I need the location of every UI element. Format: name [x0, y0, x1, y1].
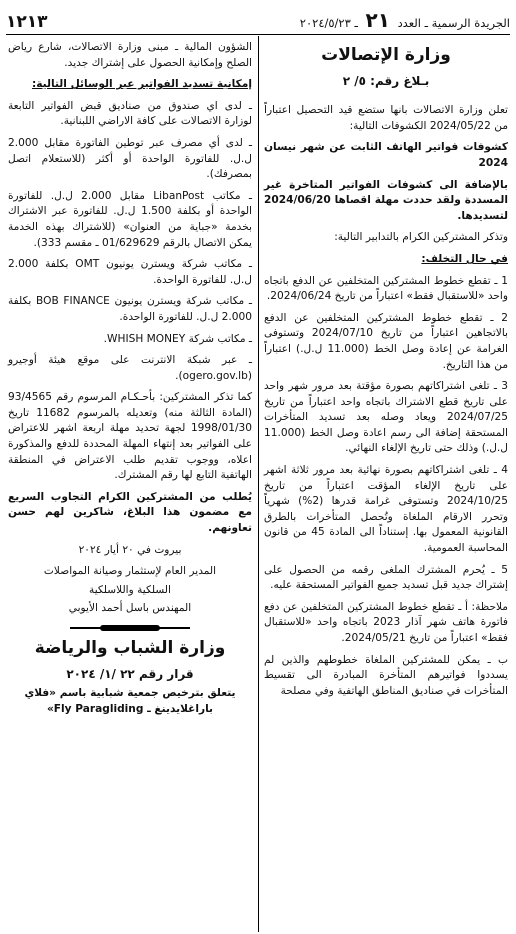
payment-method-item: ـ مكاتب شركة ويسترن يونيون OMT بكلفة 2.000 ل.ل. للفاتورة الواحدة.: [8, 258, 252, 286]
note-a: ملاحظة: أ ـ تقطع خطوط المشتركين المتخلفين عن دفع فاتورة هاتف شهر آذار 2023 باتجاه واحد «للاستقبال فقط» اعتباراً من تاريخ 2024/05/21.: [264, 600, 508, 644]
measure-item: 3 ـ تلغى اشتراكاتهم بصورة مؤقتة بعد مرور شهر واحد على تاريخ قطع الاشتراك باتجاه واحد اعتباراً من تاريخ 2024/07/25 ويعاد وصله بعد تسديد المتأخرات المستحقة إضافة الى رسم اعادة وصل الخط (11.000 ل.ل.) وذلك حتى تاريخ الإلغاء النهائي.: [264, 380, 508, 455]
legal-reminder: كما تذكر المشتركين: بأحـكـام المرسوم رقم 93/4565 (المادة الثالثة منه) وتعديله بالمرسوم 11682 تاريخ 1998/01/30 لجهة تحديد مهلة اربعة اشهر للاعتراض على الفواتير بعد إنتهاء المهلة المحددة للدفع والمذكورة اعلاه، ووجوب تقديم طلب الاعتراض في المنطقة الهاتفية التابع لها رقم المشترك.: [8, 391, 252, 482]
gazette-title: [300, 8, 510, 32]
notice-number: بـلاغ رقم: ٥/ ٢: [342, 73, 430, 88]
right-column: [264, 40, 508, 705]
issue-number: ٢١: [365, 8, 390, 32]
signatory-title-1: المدير العام لإستثمار وصيانة المواصلات: [43, 565, 217, 578]
closing-request: يُطلب من المشتركين الكرام التجاوب السريع مع مضمون هذا البلاغ، شاكرين لهم حسن تعاونهم.: [8, 490, 252, 535]
header-rule: [6, 34, 510, 35]
overdue-note: بالإضافة الى كشوفات الفواتير المتاخرة غير المسددة ولقد حددت مهلة اقصاها 2024/06/20 لتسديدها.: [264, 178, 508, 222]
left-column: [8, 40, 252, 723]
signatory-title-2: السلكية واللاسلكية: [89, 583, 171, 596]
section-divider: [70, 625, 190, 631]
reminder-text: وتذكر المشتركين الكرام بالتدابير التالية:: [334, 231, 508, 244]
measure-item: 5 ـ يُحرم المشترك الملغى رقمه من الحصول على إشتراك جديد قبل تسديد جميع الفواتير المستحقة عليه.: [264, 563, 508, 592]
note-b: ب ـ يمكن للمشتركين الملغاة خطوطهم والذين لم يسددوا فواتيرهم المتأخرة المبادرة الى تقسيط المتأخرات في صناديق المناطق الهاتفية وفي مصلحة: [264, 653, 508, 697]
payment-method-item: ـ مكاتب LibanPost مقابل 2.000 ل.ل. للفاتورة الواحدة أو بكلفة 1.500 ل.ل. للفاتورة عبر الاشتراك بخدمة «جباية من العنوان» (للاشتراك بهذه الخدمة يمكن الاتصال بالرقم 01/629629 ـ مقسم 333).: [8, 189, 252, 249]
note-b-continuation: الشؤون المالية ـ مبنى وزارة الاتصالات، شارع رياض الصلح وإمكانية الحصول على إشتراك جديد.: [8, 41, 252, 69]
signatory-name: المهندس باسل أحمد الأيوبي: [68, 602, 192, 615]
measure-item: 1 ـ تقطع خطوط المشتركين المتخلفين عن الدفع باتجاه واحد «للاستقبال فقط» اعتباراً من تاريخ 2024/06/24.: [264, 274, 508, 303]
ministry-heading: وزارة الإتصالات: [321, 45, 451, 65]
gazette-name: الجريدة الرسمية ـ العدد: [397, 16, 510, 30]
page-number: ١٢١٣: [6, 12, 48, 32]
page-header: [6, 6, 510, 32]
issue-date: ـ ٢٠٢٤/٥/٢٣: [299, 16, 358, 30]
payment-method-item: ـ عبر شبكة الانترنت على موقع هيئة أوجيرو (ogero.gov.lb).: [8, 354, 252, 382]
decision-subject: يتعلق بترخيص جمعية شبابية باسم «فلاي باراغلايدينغ ـ Fly Paragliding»: [24, 687, 236, 715]
place-date: بيروت في ٢٠ أيار ٢٠٢٤: [78, 543, 182, 556]
statements-title: كشوفات فواتير الهاتف الثابت عن شهر نيسان 2024: [264, 141, 508, 169]
payment-method-item: ـ مكاتب شركة WHISH MONEY.: [103, 332, 252, 345]
payment-method-item: ـ لدى اي صندوق من صناديق قبض الفواتير التابعة لوزارة الاتصالات على كافة الاراضي اللبنانية.: [8, 99, 252, 128]
notice-intro: تعلن وزارة الاتصالات بانها ستضع قيد التحصيل اعتباراً من 2024/05/22 الكشوفات التالية:: [264, 104, 508, 132]
next-ministry-heading: وزارة الشباب والرياضة: [34, 638, 226, 658]
payment-method-item: ـ مكاتب شركة ويسترن يونيون BOB FINANCE بكلفة 2.000 ل.ل. للفاتورة الواحدة.: [8, 295, 252, 323]
measure-item: 2 ـ تقطع خطوط المشتركين المتخلفين عن الدفع بالاتجاهين اعتباراً من تاريخ 2024/07/10 وتستوفى الغرامة عن إعادة وصل الخط (11.000 ل.ل.) اعتباراً من هذا التاريخ.: [264, 311, 509, 371]
column-divider: [258, 36, 259, 932]
if-late-heading: في حال التخلف:: [421, 252, 508, 265]
decision-number: قرار رقم ٢٢ /١/ ٢٠٢٤: [66, 666, 194, 681]
payment-method-item: ـ لدى أي مصرف عبر توطين الفاتورة مقابل 2.000 ل.ل. للفاتورة الواحدة أو أكثر (للاستعلام اتصل بمصرفك).: [8, 136, 252, 181]
measure-item: 4 ـ تلغى اشتراكاتهم بصورة نهائية بعد مرور ثلاثة اشهر على تاريخ الإلغاء المؤقت اعتباراً من تاريخ 2024/10/25 وتستوفى غرامة قدرها (2%) شهرياً وتحرر الارقام الملغاة وتُحصل المتأخرات بالطرق القانونية المعمول بها. إستناداً الى المادة 45 من قانون المحاسبة العمومية.: [264, 464, 508, 555]
payment-methods-heading: إمكانية تسديد الفواتير عبر الوسائل التالية:: [32, 78, 252, 91]
